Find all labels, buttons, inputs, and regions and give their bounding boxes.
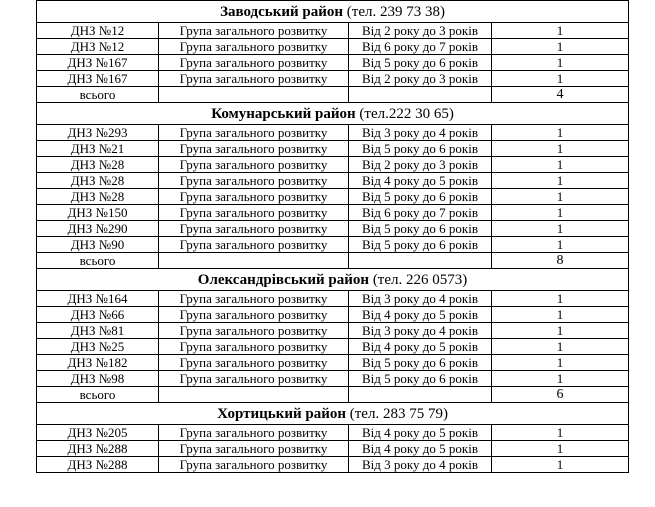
group-type-cell: Група загального розвитку bbox=[159, 355, 349, 371]
count-cell: 1 bbox=[492, 339, 629, 355]
count-cell: 1 bbox=[492, 71, 629, 87]
kindergarten-name-cell: ДНЗ №150 bbox=[37, 205, 159, 221]
district-name: Олександрівський район bbox=[197, 271, 370, 288]
age-range-cell: Від 4 року до 5 років bbox=[349, 441, 492, 457]
group-type-cell: Група загального розвитку bbox=[159, 39, 349, 55]
group-type-cell: Група загального розвитку bbox=[159, 173, 349, 189]
group-type-cell: Група загального розвитку bbox=[159, 205, 349, 221]
count-cell: 1 bbox=[492, 457, 629, 473]
count-cell: 1 bbox=[492, 189, 629, 205]
age-range-cell: Від 5 року до 6 років bbox=[349, 355, 492, 371]
count-cell: 1 bbox=[492, 173, 629, 189]
age-range-cell: Від 5 року до 6 років bbox=[349, 189, 492, 205]
count-cell: 1 bbox=[492, 307, 629, 323]
total-row bbox=[37, 387, 629, 403]
district-phone: (тел. 226 0573) bbox=[372, 271, 468, 288]
group-type-cell: Група загального розвитку bbox=[159, 141, 349, 157]
kindergarten-name-cell: ДНЗ №164 bbox=[37, 291, 159, 307]
group-type-cell: Група загального розвитку bbox=[159, 71, 349, 87]
age-range-cell: Від 4 року до 5 років bbox=[349, 425, 492, 441]
age-range-cell: Від 5 року до 6 років bbox=[349, 141, 492, 157]
count-cell: 1 bbox=[492, 371, 629, 387]
total-label: всього bbox=[37, 253, 159, 269]
table-row bbox=[37, 157, 629, 173]
group-type-cell: Група загального розвитку bbox=[159, 221, 349, 237]
district-header bbox=[37, 269, 629, 291]
table-row bbox=[37, 425, 629, 441]
district-header-row bbox=[37, 1, 629, 23]
count-cell: 1 bbox=[492, 237, 629, 253]
count-cell: 1 bbox=[492, 157, 629, 173]
empty-cell bbox=[159, 253, 349, 269]
empty-cell bbox=[349, 87, 492, 103]
empty-cell bbox=[159, 87, 349, 103]
district-phone: (тел.222 30 65) bbox=[359, 105, 454, 122]
age-range-cell: Від 3 року до 4 років bbox=[349, 457, 492, 473]
empty-cell bbox=[159, 387, 349, 403]
group-type-cell: Група загального розвитку bbox=[159, 323, 349, 339]
kindergarten-name-cell: ДНЗ №28 bbox=[37, 189, 159, 205]
district-header-row bbox=[37, 403, 629, 425]
age-range-cell: Від 3 року до 4 років bbox=[349, 323, 492, 339]
district-name: Комунарський район bbox=[211, 105, 356, 122]
table-row bbox=[37, 23, 629, 39]
age-range-cell: Від 5 року до 6 років bbox=[349, 221, 492, 237]
kindergarten-name-cell: ДНЗ №12 bbox=[37, 23, 159, 39]
count-cell: 1 bbox=[492, 355, 629, 371]
table-row bbox=[37, 339, 629, 355]
age-range-cell: Від 4 року до 5 років bbox=[349, 307, 492, 323]
kindergarten-name-cell: ДНЗ №12 bbox=[37, 39, 159, 55]
table-row bbox=[37, 205, 629, 221]
kindergarten-name-cell: ДНЗ №182 bbox=[37, 355, 159, 371]
group-type-cell: Група загального розвитку bbox=[159, 125, 349, 141]
total-label: всього bbox=[37, 387, 159, 403]
district-phone: (тел. 283 75 79) bbox=[349, 405, 448, 422]
kindergarten-name-cell: ДНЗ №21 bbox=[37, 141, 159, 157]
table-row bbox=[37, 291, 629, 307]
table-row bbox=[37, 221, 629, 237]
count-cell: 1 bbox=[492, 441, 629, 457]
kindergarten-name-cell: ДНЗ №290 bbox=[37, 221, 159, 237]
table-row bbox=[37, 189, 629, 205]
count-cell: 1 bbox=[492, 291, 629, 307]
count-cell: 1 bbox=[492, 205, 629, 221]
kindergarten-name-cell: ДНЗ №167 bbox=[37, 71, 159, 87]
table-row bbox=[37, 371, 629, 387]
group-type-cell: Група загального розвитку bbox=[159, 23, 349, 39]
age-range-cell: Від 6 року до 7 років bbox=[349, 205, 492, 221]
table-row bbox=[37, 173, 629, 189]
age-range-cell: Від 3 року до 4 років bbox=[349, 291, 492, 307]
kindergarten-name-cell: ДНЗ №25 bbox=[37, 339, 159, 355]
count-cell: 1 bbox=[492, 323, 629, 339]
kindergarten-name-cell: ДНЗ №98 bbox=[37, 371, 159, 387]
group-type-cell: Група загального розвитку bbox=[159, 291, 349, 307]
kindergarten-name-cell: ДНЗ №167 bbox=[37, 55, 159, 71]
empty-cell bbox=[349, 253, 492, 269]
age-range-cell: Від 5 року до 6 років bbox=[349, 371, 492, 387]
age-range-cell: Від 4 року до 5 років bbox=[349, 339, 492, 355]
table-body bbox=[37, 1, 629, 473]
group-type-cell: Група загального розвитку bbox=[159, 425, 349, 441]
table-row bbox=[37, 307, 629, 323]
district-header bbox=[37, 403, 629, 425]
district-name: Хортицький район bbox=[217, 405, 346, 422]
group-type-cell: Група загального розвитку bbox=[159, 307, 349, 323]
total-row bbox=[37, 87, 629, 103]
age-range-cell: Від 2 року до 3 років bbox=[349, 23, 492, 39]
count-cell: 1 bbox=[492, 141, 629, 157]
age-range-cell: Від 2 року до 3 років bbox=[349, 71, 492, 87]
table-row bbox=[37, 125, 629, 141]
district-header-row bbox=[37, 269, 629, 291]
group-type-cell: Група загального розвитку bbox=[159, 237, 349, 253]
age-range-cell: Від 3 року до 4 років bbox=[349, 125, 492, 141]
district-header bbox=[37, 103, 629, 125]
group-type-cell: Група загального розвитку bbox=[159, 457, 349, 473]
age-range-cell: Від 2 року до 3 років bbox=[349, 157, 492, 173]
count-cell: 1 bbox=[492, 55, 629, 71]
kindergarten-name-cell: ДНЗ №90 bbox=[37, 237, 159, 253]
district-name: Заводський район bbox=[220, 3, 344, 20]
kindergarten-name-cell: ДНЗ №28 bbox=[37, 173, 159, 189]
district-header-row bbox=[37, 103, 629, 125]
kindergarten-name-cell: ДНЗ №205 bbox=[37, 425, 159, 441]
group-type-cell: Група загального розвитку bbox=[159, 339, 349, 355]
kindergarten-name-cell: ДНЗ №28 bbox=[37, 157, 159, 173]
kindergarten-name-cell: ДНЗ №293 bbox=[37, 125, 159, 141]
table-row bbox=[37, 457, 629, 473]
count-cell: 1 bbox=[492, 221, 629, 237]
count-cell: 1 bbox=[492, 425, 629, 441]
empty-cell bbox=[349, 387, 492, 403]
total-label: всього bbox=[37, 87, 159, 103]
table-row bbox=[37, 441, 629, 457]
kindergarten-vacancy-table bbox=[36, 0, 629, 473]
table-row bbox=[37, 55, 629, 71]
count-cell: 1 bbox=[492, 39, 629, 55]
table-row bbox=[37, 237, 629, 253]
table-row bbox=[37, 355, 629, 371]
age-range-cell: Від 5 року до 6 років bbox=[349, 237, 492, 253]
group-type-cell: Група загального розвитку bbox=[159, 371, 349, 387]
total-value: 6 bbox=[492, 387, 629, 403]
age-range-cell: Від 6 року до 7 років bbox=[349, 39, 492, 55]
table-row bbox=[37, 71, 629, 87]
table-row bbox=[37, 39, 629, 55]
total-row bbox=[37, 253, 629, 269]
count-cell: 1 bbox=[492, 23, 629, 39]
kindergarten-name-cell: ДНЗ №288 bbox=[37, 457, 159, 473]
total-value: 4 bbox=[492, 87, 629, 103]
count-cell: 1 bbox=[492, 125, 629, 141]
table-row bbox=[37, 141, 629, 157]
total-value: 8 bbox=[492, 253, 629, 269]
group-type-cell: Група загального розвитку bbox=[159, 55, 349, 71]
age-range-cell: Від 4 року до 5 років bbox=[349, 173, 492, 189]
district-phone: (тел. 239 73 38) bbox=[346, 3, 445, 20]
kindergarten-name-cell: ДНЗ №66 bbox=[37, 307, 159, 323]
age-range-cell: Від 5 року до 6 років bbox=[349, 55, 492, 71]
group-type-cell: Група загального розвитку bbox=[159, 441, 349, 457]
kindergarten-name-cell: ДНЗ №288 bbox=[37, 441, 159, 457]
group-type-cell: Група загального розвитку bbox=[159, 189, 349, 205]
table-row bbox=[37, 323, 629, 339]
district-header bbox=[37, 1, 629, 23]
group-type-cell: Група загального розвитку bbox=[159, 157, 349, 173]
kindergarten-name-cell: ДНЗ №81 bbox=[37, 323, 159, 339]
